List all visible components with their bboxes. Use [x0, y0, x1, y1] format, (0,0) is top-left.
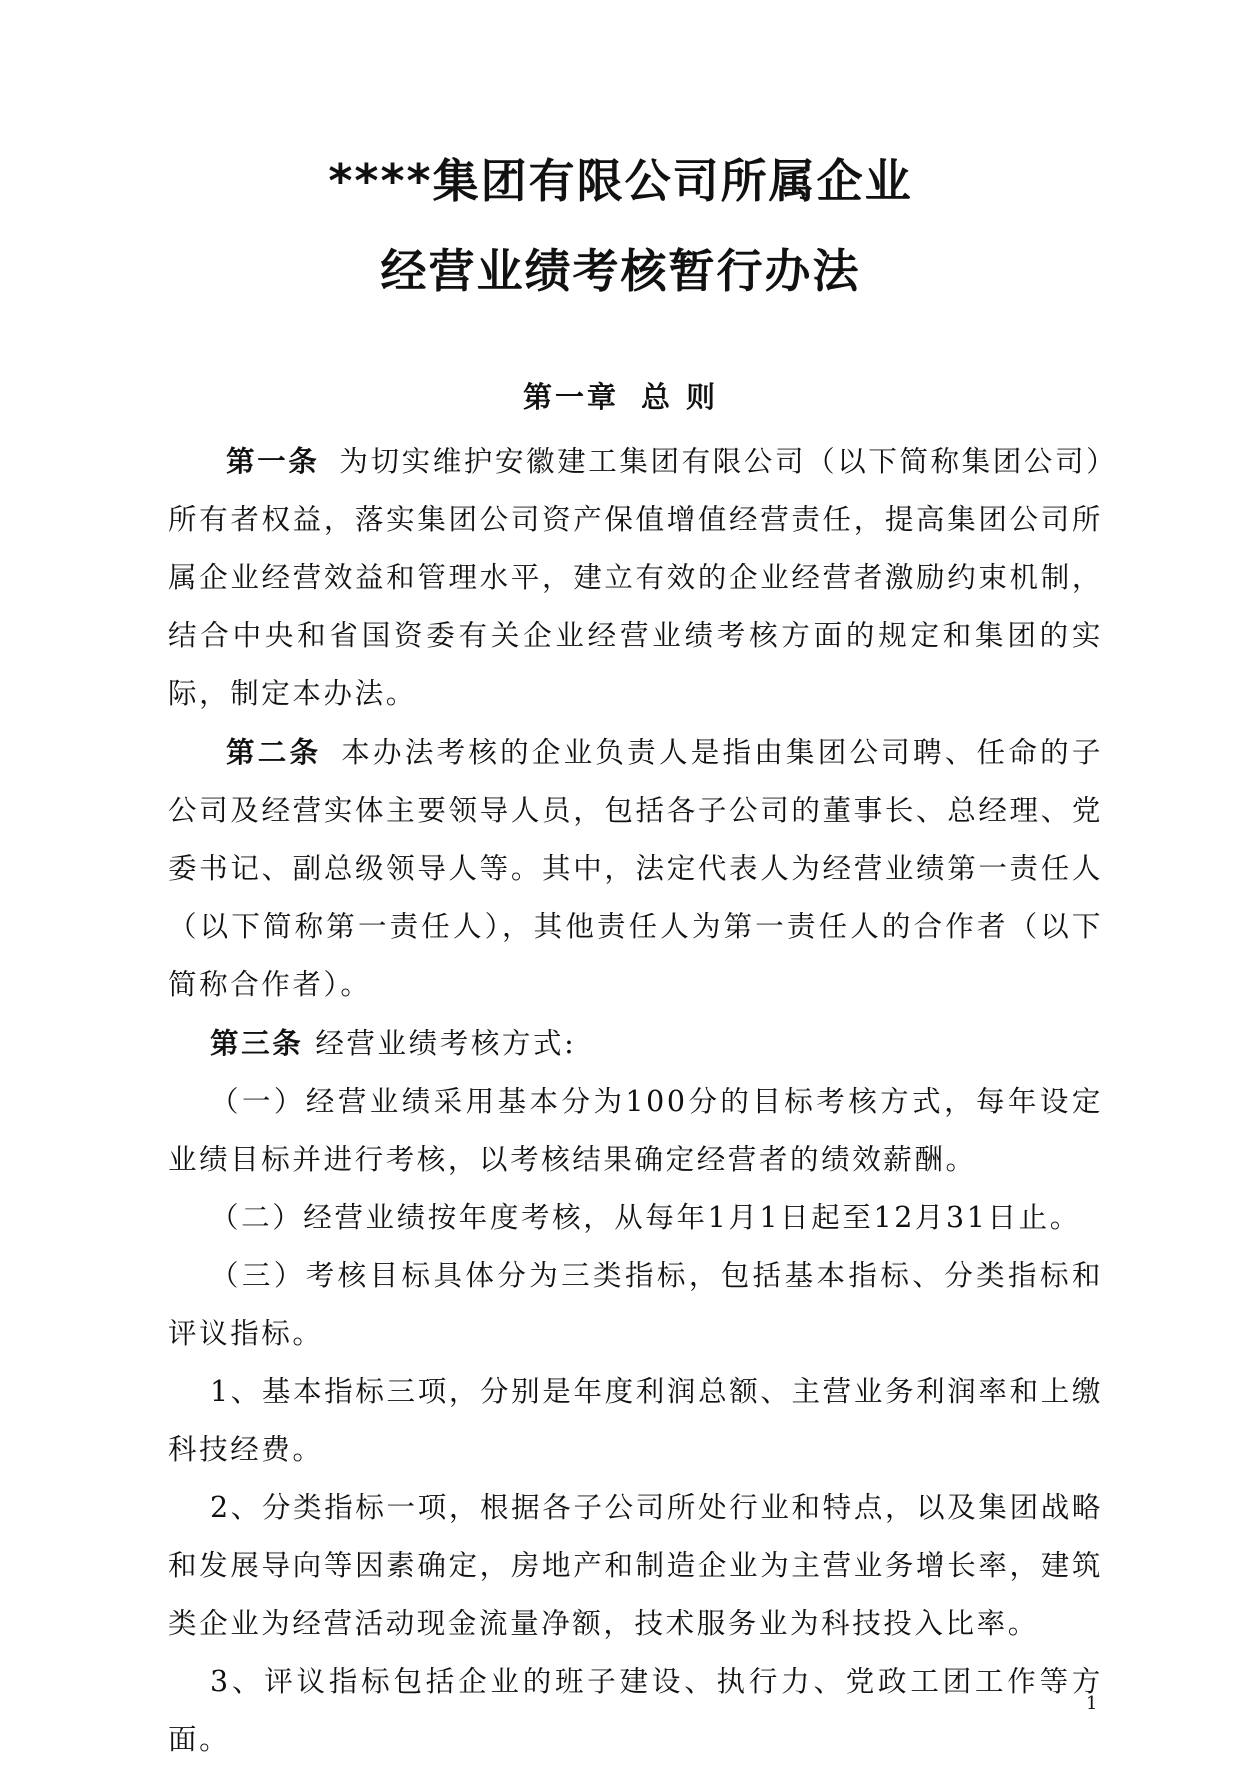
article-2-label: 第二条: [226, 735, 322, 769]
chapter-name: 总 则: [640, 380, 719, 414]
indicator-item-1: 1、基本指标三项，分别是年度利润总额、主营业务利润率和上缴科技经费。: [168, 1375, 1103, 1466]
indicator-item-2: 2、分类指标一项，根据各子公司所处行业和特点，以及集团战略和发展导向等因素确定，房地产和制造企业为主营业务增长率，建筑类企业为经营活动现金流量净额，技术服务业为科技投入比率。: [168, 1491, 1103, 1640]
article-3: [168, 1014, 1103, 1073]
indicator-item-3: 3、评议指标包括企业的班子建设、执行力、党政工团工作等方面。: [168, 1665, 1103, 1756]
article-1: [168, 432, 1103, 723]
page-number: 1: [1086, 1693, 1098, 1714]
article-3-item-1: （一）经营业绩采用基本分为100分的目标考核方式，每年设定业绩目标并进行考核，以考核结果确定经营者的绩效薪酬。: [168, 1085, 1103, 1176]
document-title-line-2: 经营业绩考核暂行办法: [380, 244, 861, 298]
article-2: [168, 723, 1103, 1014]
article-3-text: 经营业绩考核方式:: [315, 1027, 577, 1060]
article-3-item-3: （三）考核目标具体分为三类指标，包括基本指标、分类指标和评议指标。: [168, 1259, 1103, 1350]
article-2-text: 本办法考核的企业负责人是指由集团公司聘、任命的子公司及经营实体主要领导人员，包括各子公司的董事长、总经理、党委书记、副总级领导人等。其中，法定代表人为经营业绩第一责任人（以下简称第一责任人），其他责任人为第一责任人的合作者（以下简称合作者）。: [168, 736, 1103, 1001]
article-1-label: 第一条: [226, 444, 320, 478]
chapter-heading: [0, 380, 1241, 414]
document-body: [168, 432, 1103, 1769]
article-3-label: 第三条: [210, 1026, 304, 1060]
chapter-number: 第一章: [522, 380, 619, 414]
article-1-text: 为切实维护安徽建工集团有限公司（以下简称集团公司）所有者权益，落实集团公司资产保值增值经营责任，提高集团公司所属企业经营效益和管理水平，建立有效的企业经营者激励约束机制，结合中央和省国资委有关企业经营业绩考核方面的规定和集团的实际，制定本办法。: [168, 445, 1103, 710]
article-3-item-2: （二）经营业绩按年度考核，从每年1月1日起至12月31日止。: [210, 1201, 1081, 1234]
document-title-line-1: ****集团有限公司所属企业: [328, 154, 913, 208]
